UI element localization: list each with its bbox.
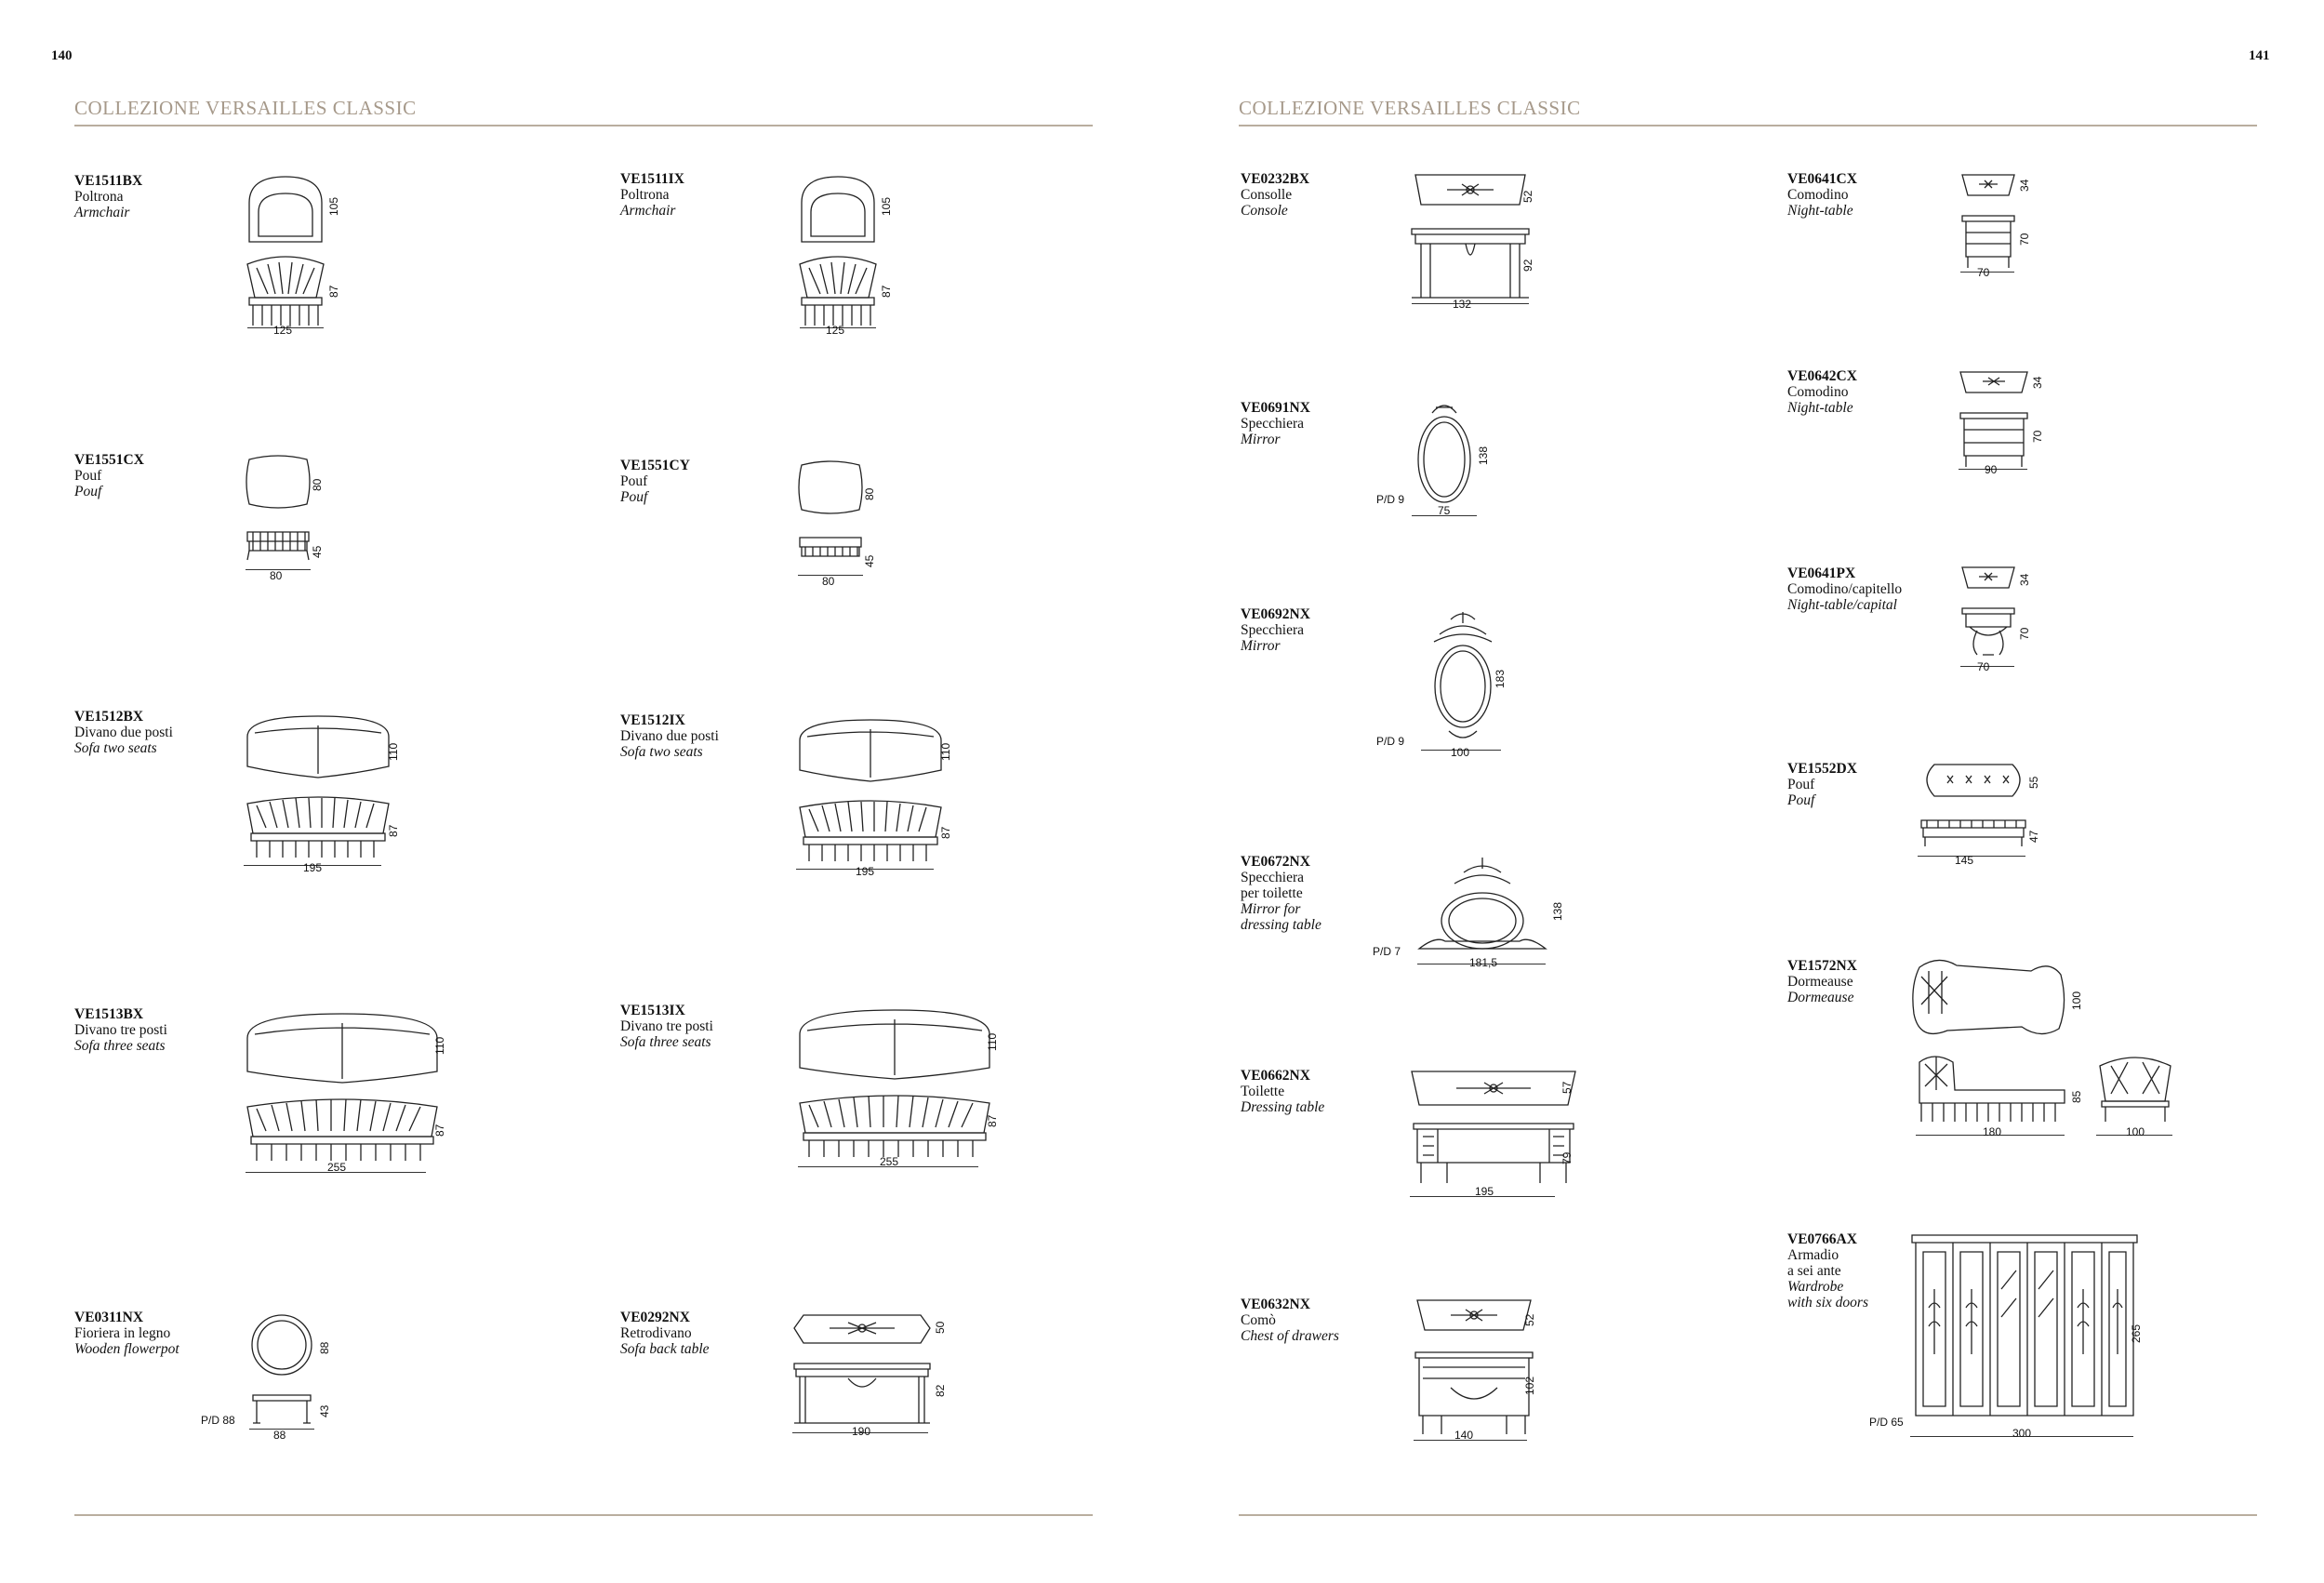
product-ve0642cx bbox=[1787, 368, 1857, 416]
pd-label: P/D 88 bbox=[201, 1414, 235, 1427]
product-code: VE1551CY bbox=[620, 458, 690, 473]
product-code: VE1512BX bbox=[74, 709, 144, 725]
product-name-en: Sofa two seats bbox=[74, 740, 157, 756]
dim-width: 181,5 bbox=[1469, 956, 1498, 969]
product-code: VE0672NX bbox=[1241, 854, 1310, 870]
night-table-drawing bbox=[1960, 173, 2016, 275]
dim-depth: 52 bbox=[1521, 190, 1534, 203]
product-name-it: Specchiera bbox=[1241, 870, 1304, 885]
product-name-en: Pouf bbox=[74, 484, 102, 499]
dim-width: 255 bbox=[327, 1161, 347, 1174]
product-code: VE1511BX bbox=[74, 173, 143, 189]
product-ve1511bx bbox=[74, 173, 142, 220]
dim-height: 79 bbox=[1560, 1151, 1574, 1164]
dim-height: 183 bbox=[1494, 669, 1507, 688]
product-code: VE1513IX bbox=[620, 1003, 685, 1018]
dim-width: 180 bbox=[1983, 1125, 2002, 1138]
sofa-two-seats-drawing bbox=[244, 712, 392, 861]
footer-rule-left bbox=[74, 1514, 1093, 1516]
product-name-it: Retrodivano bbox=[620, 1325, 692, 1341]
product-ve0662nx bbox=[1241, 1068, 1324, 1115]
product-name-en: Pouf bbox=[1787, 792, 1815, 808]
sofa-back-table-drawing bbox=[792, 1311, 932, 1432]
collection-header-right: COLLEZIONE VERSAILLES CLASSIC bbox=[1239, 97, 1581, 119]
dim-depth: 110 bbox=[387, 742, 400, 761]
page-number-right: 141 bbox=[2249, 48, 2270, 63]
product-ve1512ix bbox=[620, 712, 719, 760]
product-code: VE1551CX bbox=[74, 452, 144, 468]
product-name-en-line2: dressing table bbox=[1241, 917, 1321, 933]
dim-height: 265 bbox=[2130, 1324, 2143, 1343]
product-name-en: Night-table bbox=[1787, 400, 1853, 416]
dressing-mirror-drawing bbox=[1417, 856, 1547, 958]
dim-width: 195 bbox=[1475, 1185, 1494, 1198]
product-name-en: Night-table/capital bbox=[1787, 597, 1897, 613]
dim-height: 47 bbox=[2027, 830, 2040, 843]
product-ve0641cx bbox=[1787, 171, 1857, 219]
product-name-en: Sofa three seats bbox=[74, 1038, 166, 1054]
dim-height: 85 bbox=[2070, 1090, 2083, 1103]
product-code: VE0641PX bbox=[1787, 565, 1856, 581]
dim-width: 88 bbox=[273, 1429, 286, 1442]
dim-height: 92 bbox=[1521, 259, 1534, 272]
product-name-it: Specchiera bbox=[1241, 622, 1304, 638]
product-name-en: Wardrobe bbox=[1787, 1279, 1844, 1295]
dim-height: 105 bbox=[880, 196, 893, 216]
product-name-it: Comò bbox=[1241, 1312, 1276, 1328]
dim-width: 255 bbox=[880, 1155, 899, 1168]
product-code: VE0311NX bbox=[74, 1310, 144, 1325]
sofa-three-seats-drawing bbox=[796, 1006, 993, 1161]
header-rule-left bbox=[74, 125, 1093, 126]
product-name-it-line2: per toilette bbox=[1241, 885, 1303, 901]
dim-width: 195 bbox=[856, 865, 875, 878]
product-ve0766ax bbox=[1787, 1231, 1868, 1310]
product-ve1551cx bbox=[74, 452, 144, 499]
sofa-three-seats-drawing bbox=[244, 1010, 441, 1164]
product-ve0691nx bbox=[1241, 400, 1310, 447]
pouf-drawing bbox=[798, 459, 863, 571]
dim-width: 100 bbox=[2126, 1125, 2145, 1138]
dim-width: 70 bbox=[1977, 266, 1990, 279]
dim-height: 43 bbox=[318, 1404, 331, 1417]
pd-label: P/D 7 bbox=[1373, 945, 1401, 958]
product-name-en: Wooden flowerpot bbox=[74, 1341, 179, 1357]
product-name-en: Sofa three seats bbox=[620, 1034, 711, 1050]
dim-width: 145 bbox=[1955, 854, 1974, 867]
product-name-en: Armchair bbox=[74, 205, 130, 220]
product-ve1552dx bbox=[1787, 761, 1857, 808]
dim-depth: 57 bbox=[1560, 1081, 1574, 1094]
dim-depth: 110 bbox=[939, 742, 952, 761]
dim-width: 90 bbox=[1985, 463, 1998, 476]
product-code: VE1512IX bbox=[620, 712, 685, 728]
product-ve0672nx bbox=[1241, 854, 1321, 933]
product-code: VE0632NX bbox=[1241, 1297, 1310, 1312]
product-name-en: Night-table bbox=[1787, 203, 1853, 219]
product-ve0641px bbox=[1787, 565, 1902, 613]
product-name-it: Comodino bbox=[1787, 187, 1849, 203]
dim-width: 70 bbox=[1977, 660, 1990, 673]
sofa-two-seats-drawing bbox=[796, 716, 945, 865]
product-name-en: Mirror bbox=[1241, 638, 1281, 654]
console-drawing bbox=[1410, 173, 1531, 303]
dim-width: 125 bbox=[273, 324, 293, 337]
product-code: VE0642CX bbox=[1787, 368, 1857, 384]
product-ve1551cy bbox=[620, 458, 690, 505]
chest-of-drawers-drawing bbox=[1414, 1298, 1534, 1438]
dim-height: 87 bbox=[939, 826, 952, 839]
product-name-it: Dormeause bbox=[1787, 974, 1853, 990]
dim-height: 70 bbox=[2031, 430, 2044, 443]
product-name-it: Fioriera in legno bbox=[74, 1325, 171, 1341]
product-code: VE0691NX bbox=[1241, 400, 1310, 416]
page-number-left: 140 bbox=[51, 48, 73, 63]
product-name-it: Poltrona bbox=[74, 189, 124, 205]
oval-mirror-drawing bbox=[1412, 400, 1477, 512]
header-rule-right bbox=[1239, 125, 2257, 126]
pouf-drawing bbox=[246, 454, 311, 565]
footer-rule-right bbox=[1239, 1514, 2257, 1516]
dim-width: 195 bbox=[303, 861, 323, 874]
dim-height: 70 bbox=[2018, 233, 2031, 246]
product-name-en: Armchair bbox=[620, 203, 676, 219]
product-name-en: Pouf bbox=[620, 489, 648, 505]
dim-width: 80 bbox=[270, 569, 283, 582]
product-name-it: Armadio bbox=[1787, 1247, 1839, 1263]
pouf-long-drawing bbox=[1918, 763, 2029, 856]
product-name-en: Dressing table bbox=[1241, 1099, 1325, 1115]
product-name-it: Consolle bbox=[1241, 187, 1293, 203]
product-ve0232bx bbox=[1241, 171, 1309, 219]
product-ve1572nx bbox=[1787, 958, 1857, 1005]
product-code: VE0232BX bbox=[1241, 171, 1310, 187]
product-code: VE0292NX bbox=[620, 1310, 690, 1325]
collection-header-left: COLLEZIONE VERSAILLES CLASSIC bbox=[74, 97, 417, 119]
dim-depth: 50 bbox=[934, 1321, 947, 1334]
product-name-it: Comodino/capitello bbox=[1787, 581, 1903, 597]
product-code: VE1511IX bbox=[620, 171, 684, 187]
wardrobe-drawing bbox=[1910, 1233, 2139, 1419]
product-ve1513bx bbox=[74, 1006, 167, 1054]
dim-width: 125 bbox=[826, 324, 845, 337]
night-table-drawing bbox=[1959, 370, 2029, 474]
product-name-en: Sofa two seats bbox=[620, 744, 703, 760]
product-code: VE0641CX bbox=[1787, 171, 1857, 187]
dim-height: 87 bbox=[327, 285, 340, 298]
dim-height: 87 bbox=[433, 1124, 446, 1137]
pd-label: P/D 9 bbox=[1376, 493, 1405, 506]
armchair-drawing bbox=[796, 175, 880, 333]
product-name-en: Mirror for bbox=[1241, 901, 1301, 917]
product-name-en: Chest of drawers bbox=[1241, 1328, 1339, 1344]
dim-depth: 34 bbox=[2018, 179, 2031, 192]
pd-label: P/D 65 bbox=[1869, 1416, 1904, 1429]
product-code: VE1552DX bbox=[1787, 761, 1857, 777]
dim-height: 138 bbox=[1551, 901, 1564, 921]
dim-depth: 100 bbox=[2070, 991, 2083, 1010]
product-name-it-line2: a sei ante bbox=[1787, 1263, 1841, 1279]
product-name-en: Sofa back table bbox=[620, 1341, 710, 1357]
dim-depth: 110 bbox=[986, 1032, 999, 1051]
product-name-it: Pouf bbox=[74, 468, 102, 484]
ornate-mirror-drawing bbox=[1421, 608, 1505, 748]
dim-width: 80 bbox=[822, 575, 835, 588]
product-name-it: Pouf bbox=[1787, 777, 1815, 792]
product-name-it: Divano tre posti bbox=[620, 1018, 713, 1034]
product-name-it: Divano tre posti bbox=[74, 1022, 167, 1038]
dim-height: 87 bbox=[880, 285, 893, 298]
dim-depth: 34 bbox=[2018, 573, 2031, 586]
dim-width: 132 bbox=[1453, 298, 1472, 311]
dim-depth: 34 bbox=[2031, 376, 2044, 389]
dim-width: 100 bbox=[1451, 746, 1470, 759]
product-name-it: Comodino bbox=[1787, 384, 1849, 400]
product-name-it: Poltrona bbox=[620, 187, 670, 203]
product-code: VE0662NX bbox=[1241, 1068, 1310, 1084]
product-name-en: Dormeause bbox=[1787, 990, 1854, 1005]
product-name-it: Pouf bbox=[620, 473, 648, 489]
product-ve1511ix bbox=[620, 171, 684, 219]
dim-height: 87 bbox=[986, 1114, 999, 1127]
dim-width: 300 bbox=[2012, 1427, 2032, 1440]
product-ve0692nx bbox=[1241, 606, 1310, 654]
product-name-en: Mirror bbox=[1241, 432, 1281, 447]
dim-height: 102 bbox=[1523, 1376, 1536, 1395]
dim-depth: 88 bbox=[318, 1341, 331, 1354]
dim-height: 70 bbox=[2018, 627, 2031, 640]
dim-depth: 80 bbox=[311, 478, 324, 491]
dim-height: 138 bbox=[1477, 446, 1490, 465]
dressing-table-drawing bbox=[1410, 1068, 1577, 1198]
flowerpot-drawing bbox=[249, 1313, 314, 1434]
chaise-longue-top-drawing bbox=[1910, 958, 2068, 1042]
dim-height: 45 bbox=[863, 554, 876, 567]
product-ve0311nx bbox=[74, 1310, 179, 1357]
dim-width: 75 bbox=[1438, 504, 1451, 517]
armchair-drawing bbox=[244, 175, 327, 333]
product-name-it: Divano due posti bbox=[620, 728, 719, 744]
product-code: VE0766AX bbox=[1787, 1231, 1857, 1247]
dim-depth: 55 bbox=[2027, 776, 2040, 789]
night-table-capital-drawing bbox=[1960, 565, 2016, 670]
product-name-it: Toilette bbox=[1241, 1084, 1285, 1099]
product-code: VE0692NX bbox=[1241, 606, 1310, 622]
dim-width: 140 bbox=[1454, 1429, 1474, 1442]
product-ve0632nx bbox=[1241, 1297, 1339, 1344]
product-name-it: Divano due posti bbox=[74, 725, 173, 740]
dim-height: 105 bbox=[327, 196, 340, 216]
product-name-it: Specchiera bbox=[1241, 416, 1304, 432]
product-ve1512bx bbox=[74, 709, 173, 756]
dim-height: 87 bbox=[387, 824, 400, 837]
dim-depth: 52 bbox=[1523, 1313, 1536, 1326]
product-ve1513ix bbox=[620, 1003, 713, 1050]
dim-width: 190 bbox=[852, 1425, 871, 1438]
product-name-en: Console bbox=[1241, 203, 1288, 219]
chaise-longue-side-drawing bbox=[2096, 1053, 2174, 1127]
product-ve0292nx bbox=[620, 1310, 710, 1357]
dim-height: 45 bbox=[311, 545, 324, 558]
chaise-longue-front-drawing bbox=[1916, 1053, 2068, 1127]
dim-depth: 80 bbox=[863, 487, 876, 500]
dim-depth: 110 bbox=[433, 1036, 446, 1055]
product-code: VE1572NX bbox=[1787, 958, 1857, 974]
product-code: VE1513BX bbox=[74, 1006, 144, 1022]
pd-label: P/D 9 bbox=[1376, 735, 1405, 748]
product-name-en-line2: with six doors bbox=[1787, 1295, 1868, 1310]
dim-height: 82 bbox=[934, 1384, 947, 1397]
